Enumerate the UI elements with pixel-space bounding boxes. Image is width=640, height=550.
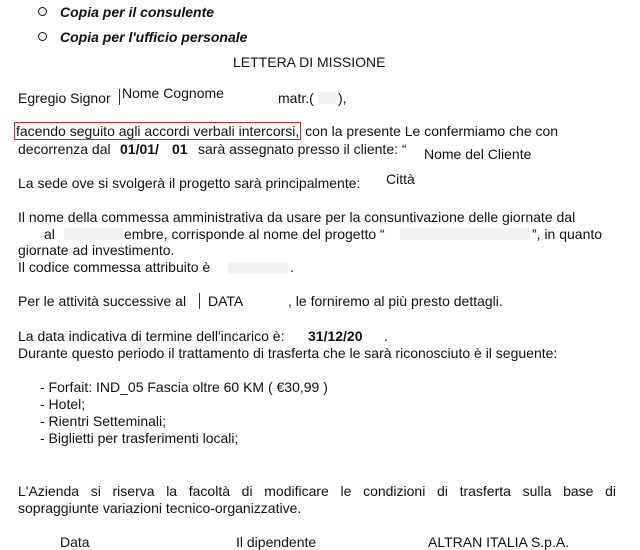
bullet-circle-icon (38, 32, 47, 41)
end-date: 31/12/20 (308, 328, 363, 344)
trasferta-item-forfait: - Forfait: IND_05 Fascia oltre 60 KM ( €30,99 ) (40, 379, 328, 395)
trasferta-item-hotel: - Hotel; (40, 396, 86, 412)
signature-company: ALTRAN ITALIA S.p.A. (428, 534, 570, 550)
signature-employee: Il dipendente (236, 534, 317, 550)
commessa-line-1: Il nome della commessa amministrativa da usare per la consuntivazione delle giornate dal (18, 209, 576, 225)
trasferta-item-biglietti: - Biglietti per trasferimenti locali; (40, 430, 239, 446)
paragraph-line-1 (14, 123, 558, 139)
assegnato-label: sarà assegnato presso il cliente: “ (198, 141, 407, 157)
trasferta-item-rientri: - Rientri Setteminali; (40, 413, 167, 429)
matr-close: ), (338, 90, 347, 106)
commessa-code-end: . (290, 259, 294, 275)
bullet-circle-icon (38, 7, 47, 16)
matr-label: matr.( (278, 90, 314, 106)
riserva-line-1: L'Azienda si riserva la facoltà di modificare le condizioni di trasferta sulla base di (18, 483, 616, 499)
riserva-line-2: sopraggiunte variazioni tecnico-organizzative. (18, 500, 302, 516)
sede-label: La sede ove si svolgerà il progetto sarà principalmente: (18, 175, 361, 191)
commessa-line-2: embre, corrisponde al nome del progetto “ (124, 226, 385, 242)
bullet-copy-consultant: Copia per il consulente (60, 4, 215, 20)
end-date-dot: . (384, 328, 388, 344)
commessa-line-2-end: ”, in quanto (532, 226, 603, 242)
trasferta-intro: Durante questo periodo il trattamento di trasferta che le sarà riconosciuto è il seguente: (18, 345, 558, 361)
paragraph-rest: con la presente Le confermiamo che con (301, 123, 559, 139)
redacted-matr (318, 92, 336, 104)
attivita-label: Per le attività successive al (18, 293, 187, 309)
redacted-period (64, 228, 124, 240)
date-cursor (199, 293, 200, 309)
letter-title: LETTERA DI MISSIONE (233, 54, 386, 70)
highlighted-phrase: facendo seguito agli accordi verbali intercorsi, (16, 123, 300, 139)
redacted-commessa-code (228, 262, 288, 274)
decorrenza-label: decorrenza dal (18, 141, 111, 157)
bullet-copy-personnel: Copia per l'ufficio personale (60, 29, 248, 45)
start-date-year: 01 (172, 141, 188, 157)
start-date: 01/01/ (120, 141, 159, 157)
employee-name: Nome Cognome (122, 85, 224, 101)
redacted-project-name (400, 228, 530, 240)
attivita-date: DATA (208, 293, 244, 309)
commessa-line-3: giornate ad investimento. (18, 242, 175, 258)
termine-label: La data indicativa di termine dell'incarico è: (18, 328, 285, 344)
name-cursor (119, 89, 120, 105)
attivita-rest: , le forniremo al più presto dettagli. (288, 293, 503, 309)
commessa-al: al (44, 226, 55, 242)
signature-date: Data (60, 534, 90, 550)
client-name: Nome del Cliente (424, 146, 532, 162)
commessa-code-label: Il codice commessa attribuito è (18, 259, 211, 275)
sede-city: Città (386, 171, 415, 187)
greeting-prefix: Egregio Signor (18, 90, 111, 106)
